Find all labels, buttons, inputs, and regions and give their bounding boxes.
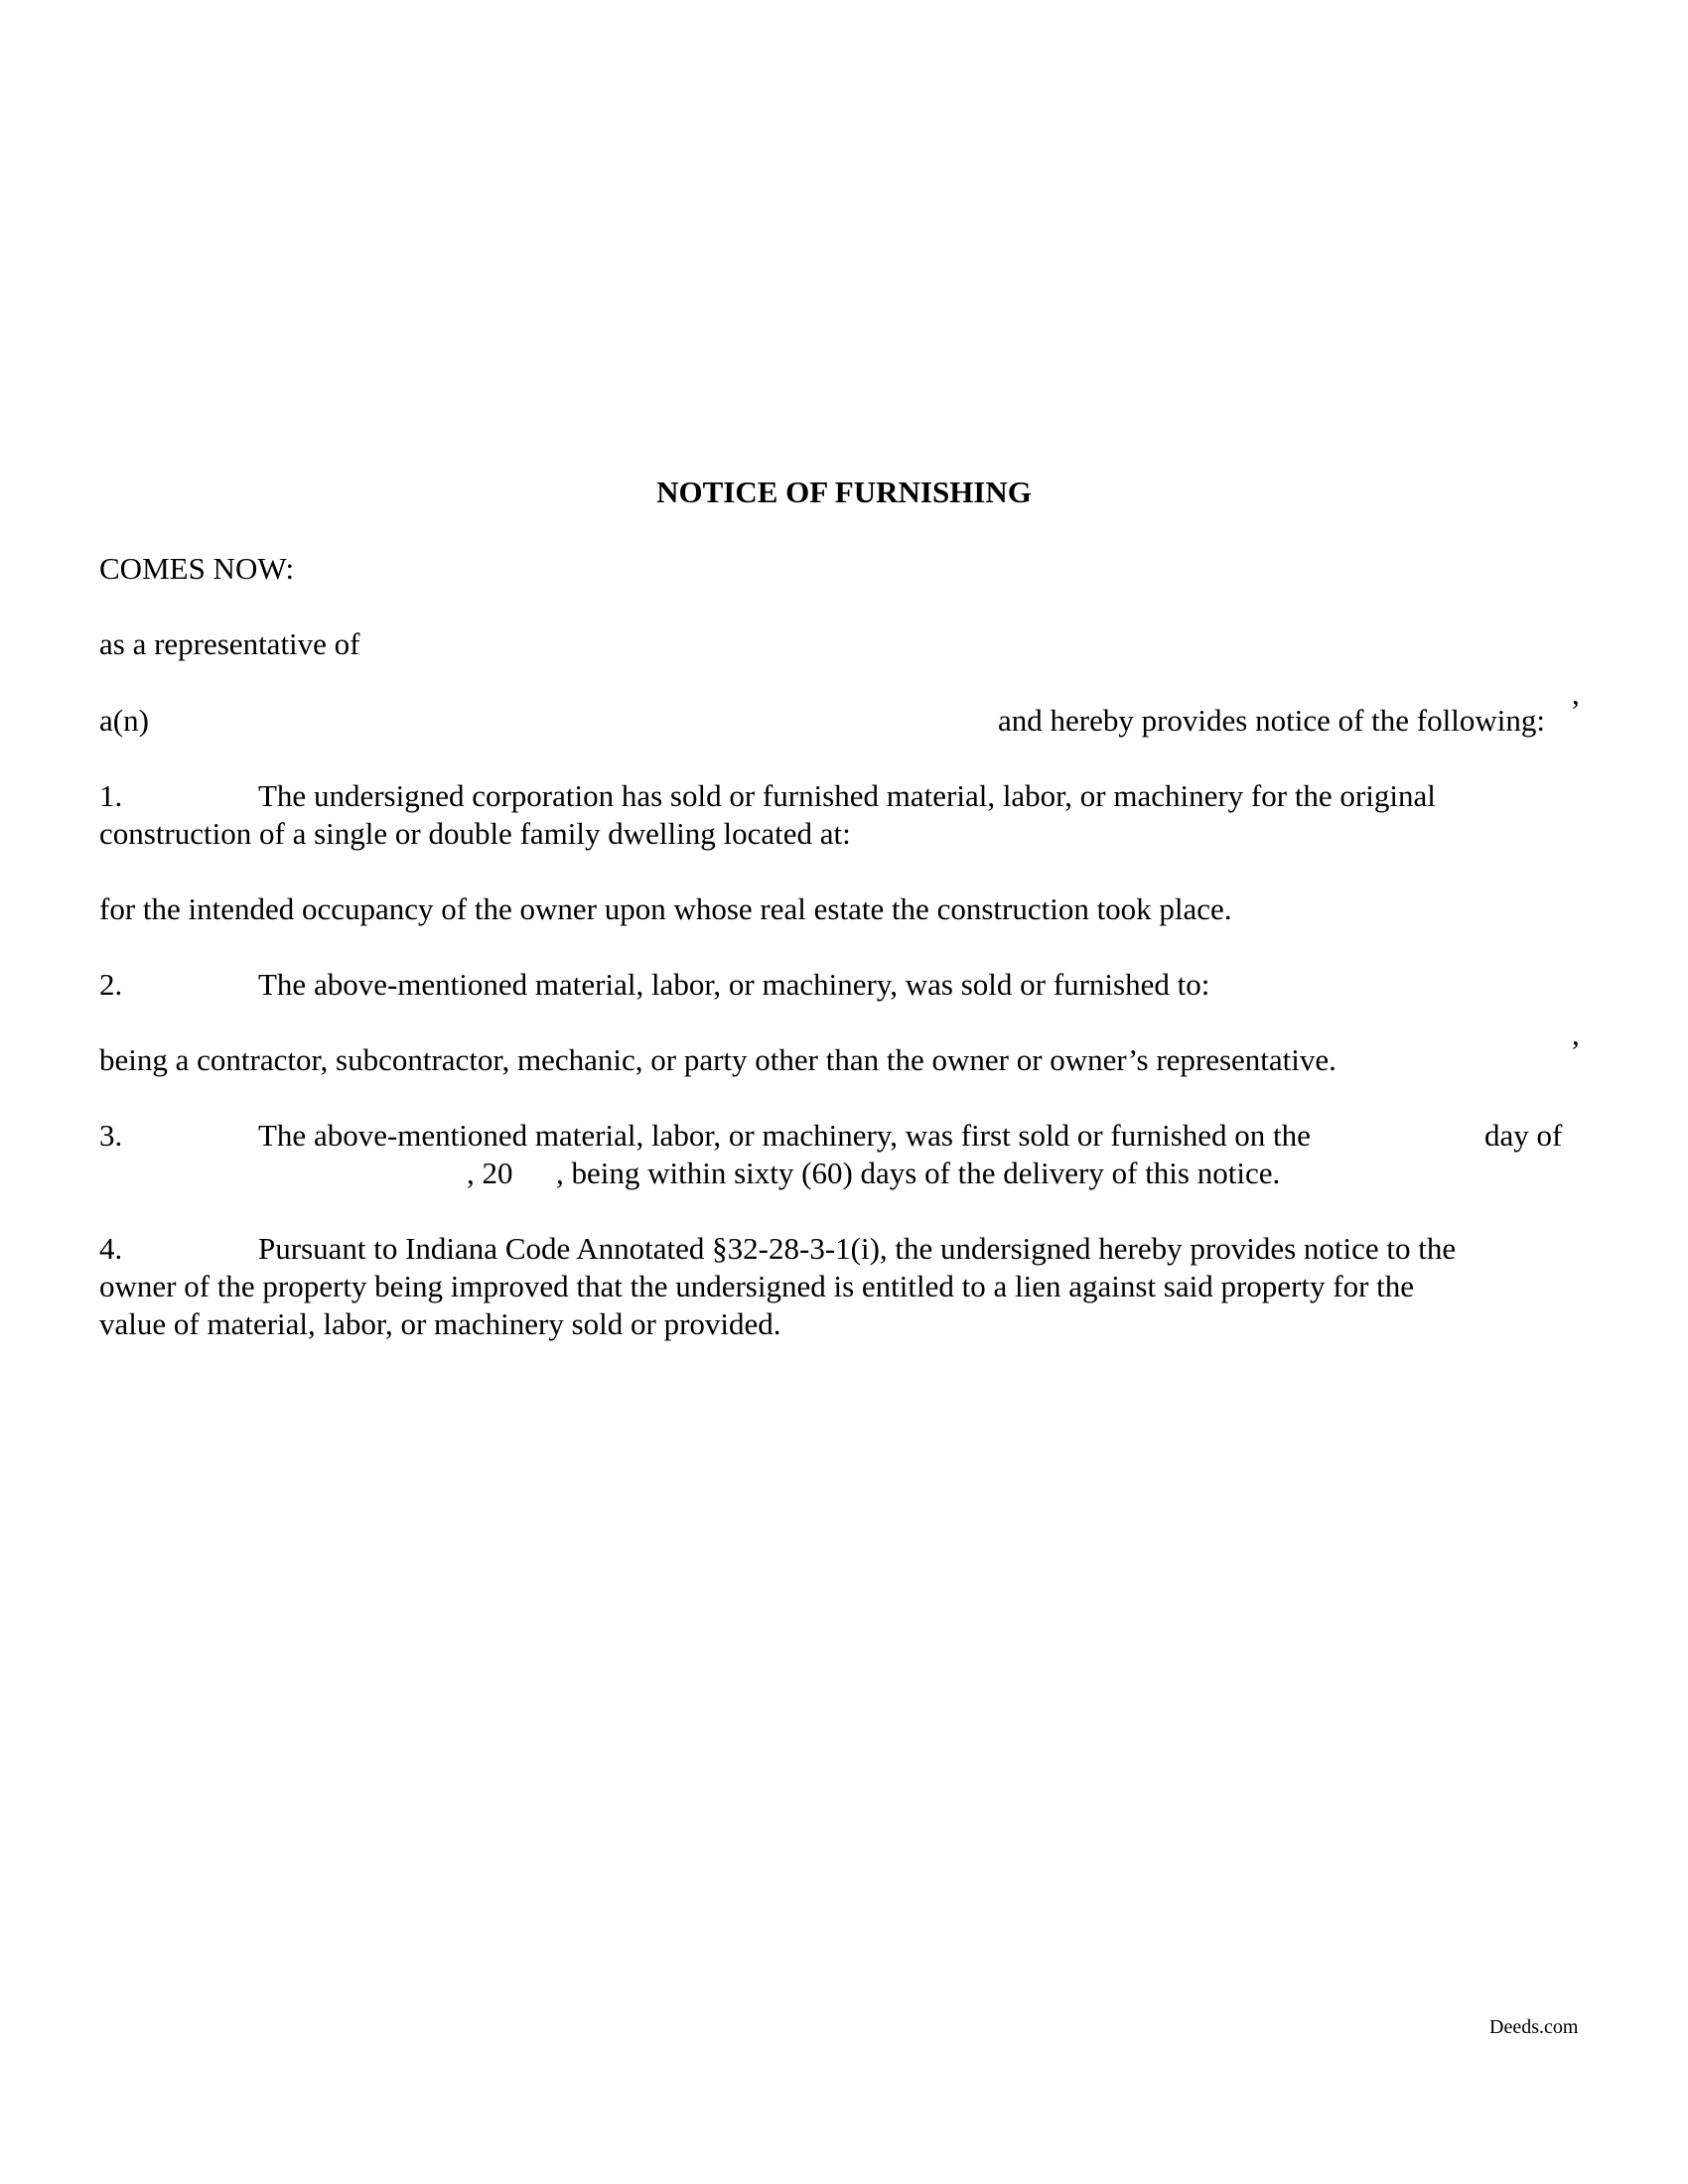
contractor-text: being a contractor, subcontractor, mechanic, or party other than the owner or owner’s representative. (99, 1042, 1336, 1077)
item-4 (99, 1230, 1589, 1343)
item-3 (99, 1117, 1589, 1155)
item-1-line2: construction of a single or double family dwelling located at: (99, 816, 851, 851)
comes-now-label: COMES NOW: (99, 551, 295, 586)
occupancy-text: for the intended occupancy of the owner upon whose real estate the construction took place. (99, 891, 1232, 926)
provides-notice-text: and hereby provides notice of the following: (998, 703, 1545, 738)
item-2-number: 2. (99, 967, 123, 1002)
item-1-line1: The undersigned corporation has sold or furnished material, labor, or machinery for the original (258, 778, 1436, 813)
representative-label: as a representative of (99, 626, 360, 661)
footer-brand: Deeds.com (1489, 2016, 1579, 2038)
comma-mark-2: , (1572, 1017, 1580, 1051)
item-4-number: 4. (99, 1231, 123, 1266)
comma-mark: , (1572, 676, 1580, 711)
item-1 (99, 777, 1589, 853)
item-3-line1: The above-mentioned material, labor, or machinery, was first sold or furnished on the (258, 1118, 1311, 1153)
document-title: NOTICE OF FURNISHING (656, 475, 1032, 509)
item-4-line2: owner of the property being improved that the undersigned is entitled to a lien against said property for the (99, 1269, 1415, 1303)
item-1-number: 1. (99, 778, 123, 813)
day-of-label: day of (1484, 1118, 1563, 1153)
item-2-text: The above-mentioned material, labor, or machinery, was sold or furnished to: (258, 967, 1210, 1002)
item-4-line3: value of material, labor, or machinery sold or provided. (99, 1306, 781, 1341)
item-4-line1: Pursuant to Indiana Code Annotated §32-28-3-1(i), the undersigned hereby provides notice to the (258, 1231, 1457, 1266)
entity-type-label: a(n) (99, 703, 149, 738)
year-prefix: , 20 (467, 1156, 513, 1190)
item-2 (99, 966, 1589, 1004)
item-3-line2: , being within sixty (60) days of the delivery of this notice. (556, 1156, 1281, 1190)
item-3-number: 3. (99, 1118, 123, 1153)
